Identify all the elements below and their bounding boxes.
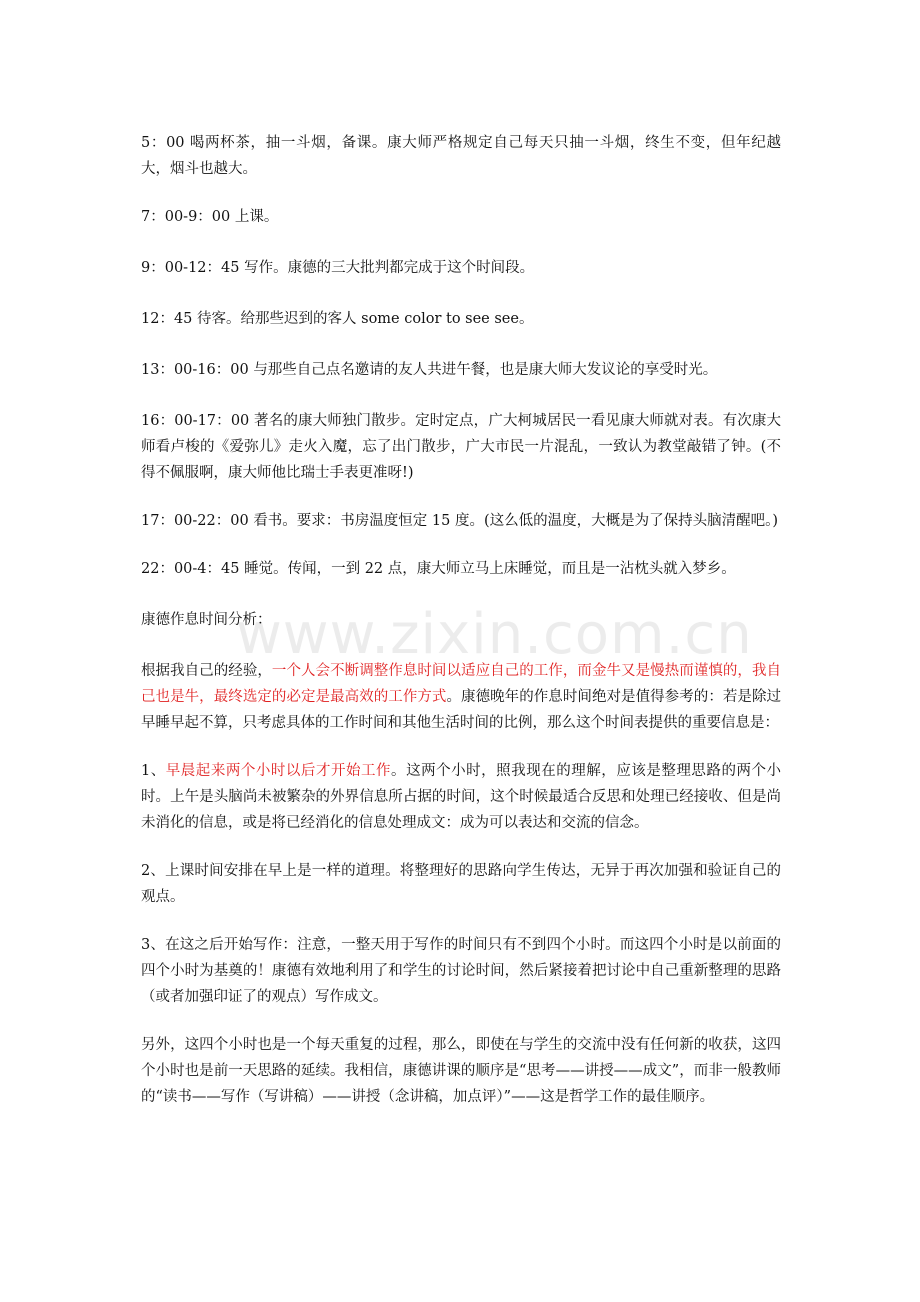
schedule-entry xyxy=(141,357,781,383)
point-highlight: 早晨起来两个小时以后才开始工作 xyxy=(165,763,392,779)
analysis-conclusion: 另外，这四个小时也是一个每天重复的过程，那么，即使在与学生的交流中没有任何新的收获，这四个小时也是前一天思路的延续。我相信，康德讲课的顺序是“思考——讲授——成文”，而非一般教师的“读书——写作（写讲稿）——讲授（念讲稿，加点评）”——这是哲学工作的最佳顺序。 xyxy=(141,1037,781,1105)
schedule-entry xyxy=(141,306,781,332)
analysis-point-2: 2、上课时间安排在早上是一样的道理。将整理好的思路向学生传达，无异于再次加强和验证自己的观点。 xyxy=(141,863,781,905)
schedule-time: 7：00-9：00 xyxy=(141,209,231,225)
schedule-time: 12：45 xyxy=(141,311,193,327)
schedule-time: 13：00-16：00 xyxy=(141,362,249,378)
schedule-entry xyxy=(141,556,781,582)
schedule-text: 与那些自己点名邀请的友人共进午餐，也是康大师大发议论的享受时光。 xyxy=(253,362,718,378)
point-number: 1、 xyxy=(141,763,166,779)
schedule-entry xyxy=(141,204,781,230)
schedule-time: 16：00-17：00 xyxy=(141,413,250,429)
schedule-time: 5：00 xyxy=(141,135,185,151)
watermark: www.zixin.com.cn xyxy=(236,602,753,667)
schedule-entry xyxy=(141,255,781,281)
intro-text-continued: 。康德晚年的作息时间绝对是值得参考的：若是除过早睡早起不算，只考虑具体的工作时间和其他生活时间的比例，那么这个时间表提供的重要信息是： xyxy=(141,689,782,731)
document-body xyxy=(141,130,781,1132)
intro-text: 根据我自己的经验， xyxy=(141,663,272,679)
analysis-point-3: 3、在这之后开始写作：注意，一整天用于写作的时间只有不到四个小时。而这四个小时是以前面的四个小时为基奠的！康德有效地利用了和学生的讨论时间，然后紧接着把讨论中自己重新整理的思路（或者加强印证了的观点）写作成文。 xyxy=(141,937,781,1005)
schedule-text: 睡觉。传闻，一到 22 点，康大师立马上床睡觉，而且是一沾枕头就入梦乡。 xyxy=(244,561,736,577)
point-text: 。这两个小时，照我现在的理解，应该是整理思路的两个小时。上午是头脑尚未被繁杂的外界信息所占据的时间，这个时候最适合反思和处理已经接收、但是尚未消化的信息，或是将已经消化的信息处理成文：成为可以表达和交流的信念。 xyxy=(141,763,782,831)
schedule-text: 上课。 xyxy=(234,209,279,225)
schedule-time: 22：00-4：45 xyxy=(141,561,240,577)
intro-highlight: 一个人会不断调整作息时间以适应自己的工作，而金牛又是慢热而谨慎的，我自己也是牛，最终选定的必定是最高效的工作方式 xyxy=(141,663,782,705)
analysis-intro xyxy=(141,658,781,736)
schedule-text: 喝两杯茶，抽一斗烟，备课。康大师严格规定自己每天只抽一斗烟，终生不变，但年纪越大，烟斗也越大。 xyxy=(141,135,782,177)
analysis-point-1 xyxy=(141,758,781,836)
schedule-entry xyxy=(141,508,781,534)
schedule-entry xyxy=(141,130,781,182)
schedule-text: 看书。要求：书房温度恒定 15 度。(这么低的温度，大概是为了保持头脑清醒吧。) xyxy=(253,513,779,529)
schedule-entry xyxy=(141,408,781,486)
schedule-text: 写作。康德的三大批判都完成于这个时间段。 xyxy=(244,260,535,276)
analysis-heading: 康德作息时间分析： xyxy=(141,612,272,628)
schedule-text: 著名的康大师独门散步。定时定点，广大柯城居民一看见康大师就对表。有次康大师看卢梭的《爱弥儿》走火入魔，忘了出门散步，广大市民一片混乱，一致认为教堂敲错了钟。(不得不佩服啊，康大师他比瑞士手表更准呀!) xyxy=(141,413,782,481)
schedule-text: 待客。给那些迟到的客人 some color to see see。 xyxy=(197,311,534,327)
schedule-time: 9：00-12：45 xyxy=(141,260,240,276)
schedule-time: 17：00-22：00 xyxy=(141,513,249,529)
